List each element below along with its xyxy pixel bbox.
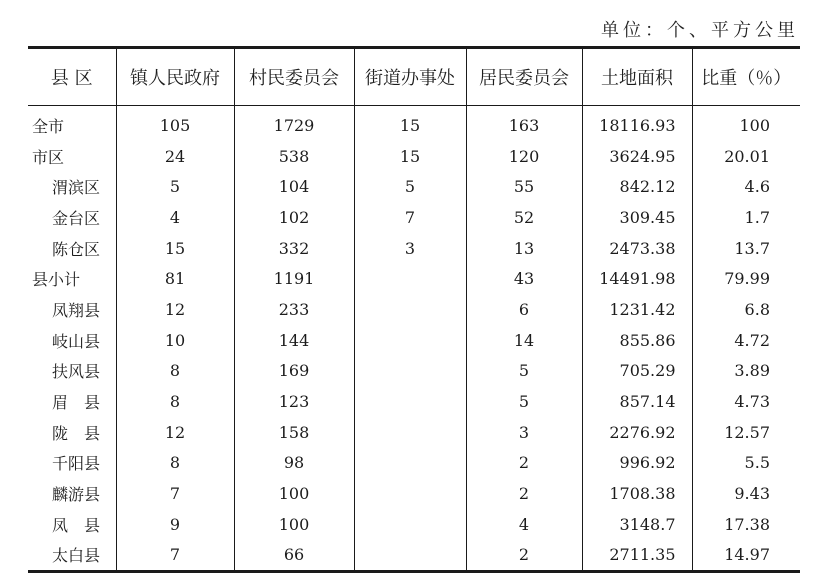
cell-town-governments: 12	[116, 294, 234, 325]
cell-land-area: 18116.93	[582, 106, 692, 141]
cell-share-percent: 9.43	[692, 478, 800, 509]
cell-region-name: 千阳县	[52, 454, 101, 474]
cell-land-area: 3148.7	[582, 509, 692, 540]
cell-street-offices	[354, 540, 466, 572]
cell-share-percent: 4.73	[692, 386, 800, 417]
cell-share-percent: 100	[692, 106, 800, 141]
cell-village-committees: 158	[234, 417, 354, 448]
cell-resident-committees: 3	[466, 417, 582, 448]
cell-region-name: 扶风县	[52, 362, 101, 382]
cell-resident-committees: 120	[466, 141, 582, 172]
cell-street-offices	[354, 417, 466, 448]
cell-region-name: 岐山县	[52, 331, 101, 351]
cell-street-offices: 5	[354, 171, 466, 202]
table-row	[28, 325, 800, 356]
cell-street-offices: 3	[354, 233, 466, 264]
cell-share-percent: 20.01	[692, 141, 800, 172]
table-row	[28, 386, 800, 417]
cell-share-percent: 13.7	[692, 233, 800, 264]
table-row	[28, 202, 800, 233]
cell-town-governments: 15	[116, 233, 234, 264]
cell-resident-committees: 6	[466, 294, 582, 325]
cell-resident-committees: 52	[466, 202, 582, 233]
header-village-committees: 村民委员会	[234, 48, 354, 106]
cell-share-percent: 1.7	[692, 202, 800, 233]
cell-share-percent: 4.6	[692, 171, 800, 202]
header-land-area: 土地面积	[582, 48, 692, 106]
cell-land-area: 2276.92	[582, 417, 692, 448]
cell-share-percent: 6.8	[692, 294, 800, 325]
cell-town-governments: 8	[116, 386, 234, 417]
cell-town-governments: 7	[116, 540, 234, 572]
table-row	[28, 263, 800, 294]
cell-land-area: 705.29	[582, 356, 692, 387]
header-resident-committees: 居民委员会	[466, 48, 582, 106]
cell-village-committees: 123	[234, 386, 354, 417]
header-street-offices: 街道办事处	[354, 48, 466, 106]
cell-town-governments: 4	[116, 202, 234, 233]
cell-region-name: 凤翔县	[52, 300, 101, 320]
cell-street-offices	[354, 294, 466, 325]
unit-note: 单位：个、平方公里	[601, 20, 799, 41]
cell-region-name: 陈仓区	[52, 239, 101, 259]
cell-region-name: 全市	[32, 116, 65, 136]
cell-land-area: 996.92	[582, 448, 692, 479]
cell-village-committees: 169	[234, 356, 354, 387]
cell-resident-committees: 2	[466, 478, 582, 509]
cell-resident-committees: 43	[466, 263, 582, 294]
cell-land-area: 1231.42	[582, 294, 692, 325]
header-row	[28, 48, 800, 106]
cell-street-offices	[354, 478, 466, 509]
cell-town-governments: 8	[116, 356, 234, 387]
cell-town-governments: 10	[116, 325, 234, 356]
cell-street-offices: 15	[354, 106, 466, 141]
cell-village-committees: 100	[234, 478, 354, 509]
cell-resident-committees: 2	[466, 540, 582, 572]
table-row	[28, 448, 800, 479]
cell-resident-committees: 5	[466, 356, 582, 387]
cell-share-percent: 3.89	[692, 356, 800, 387]
cell-region-name: 陇 县	[52, 423, 101, 443]
table-row	[28, 478, 800, 509]
cell-region-name: 眉 县	[52, 393, 101, 413]
cell-town-governments: 105	[116, 106, 234, 141]
cell-town-governments: 24	[116, 141, 234, 172]
cell-land-area: 3624.95	[582, 141, 692, 172]
cell-land-area: 842.12	[582, 171, 692, 202]
cell-share-percent: 14.97	[692, 540, 800, 572]
table-row	[28, 540, 800, 572]
table-row	[28, 509, 800, 540]
cell-town-governments: 12	[116, 417, 234, 448]
table-row	[28, 356, 800, 387]
header-town-governments: 镇人民政府	[116, 48, 234, 106]
cell-village-committees: 66	[234, 540, 354, 572]
cell-village-committees: 1191	[234, 263, 354, 294]
cell-share-percent: 79.99	[692, 263, 800, 294]
cell-village-committees: 1729	[234, 106, 354, 141]
cell-street-offices	[354, 386, 466, 417]
cell-resident-committees: 13	[466, 233, 582, 264]
table-row	[28, 417, 800, 448]
cell-resident-committees: 4	[466, 509, 582, 540]
cell-resident-committees: 5	[466, 386, 582, 417]
table-row	[28, 171, 800, 202]
cell-region-name: 麟游县	[52, 485, 101, 505]
cell-street-offices: 15	[354, 141, 466, 172]
cell-street-offices	[354, 263, 466, 294]
cell-village-committees: 102	[234, 202, 354, 233]
header-county-district: 县 区	[50, 68, 93, 89]
table-row	[28, 141, 800, 172]
cell-region-name: 金台区	[52, 208, 101, 228]
cell-share-percent: 4.72	[692, 325, 800, 356]
cell-region-name: 渭滨区	[52, 178, 101, 198]
cell-region-name: 市区	[32, 147, 65, 167]
cell-street-offices	[354, 448, 466, 479]
cell-town-governments: 5	[116, 171, 234, 202]
cell-land-area: 857.14	[582, 386, 692, 417]
cell-land-area: 1708.38	[582, 478, 692, 509]
cell-resident-committees: 163	[466, 106, 582, 141]
cell-share-percent: 12.57	[692, 417, 800, 448]
cell-village-committees: 332	[234, 233, 354, 264]
cell-region-name: 凤 县	[52, 515, 101, 535]
table-body	[28, 106, 800, 572]
cell-land-area: 309.45	[582, 202, 692, 233]
cell-village-committees: 233	[234, 294, 354, 325]
cell-street-offices	[354, 509, 466, 540]
table-row	[28, 294, 800, 325]
table-row	[28, 106, 800, 141]
cell-share-percent: 5.5	[692, 448, 800, 479]
cell-town-governments: 9	[116, 509, 234, 540]
cell-street-offices: 7	[354, 202, 466, 233]
cell-resident-committees: 55	[466, 171, 582, 202]
cell-street-offices	[354, 356, 466, 387]
cell-share-percent: 17.38	[692, 509, 800, 540]
cell-village-committees: 104	[234, 171, 354, 202]
table-row	[28, 233, 800, 264]
cell-village-committees: 100	[234, 509, 354, 540]
header-share-percent: 比重（％）	[692, 48, 800, 106]
cell-land-area: 2711.35	[582, 540, 692, 572]
cell-region-name: 县小计	[32, 270, 81, 290]
cell-land-area: 855.86	[582, 325, 692, 356]
cell-region-name: 太白县	[52, 546, 101, 566]
cell-land-area: 14491.98	[582, 263, 692, 294]
cell-resident-committees: 14	[466, 325, 582, 356]
cell-land-area: 2473.38	[582, 233, 692, 264]
cell-village-committees: 538	[234, 141, 354, 172]
cell-town-governments: 8	[116, 448, 234, 479]
cell-village-committees: 144	[234, 325, 354, 356]
cell-town-governments: 81	[116, 263, 234, 294]
cell-town-governments: 7	[116, 478, 234, 509]
cell-street-offices	[354, 325, 466, 356]
admin-division-table	[28, 46, 800, 573]
cell-resident-committees: 2	[466, 448, 582, 479]
cell-village-committees: 98	[234, 448, 354, 479]
